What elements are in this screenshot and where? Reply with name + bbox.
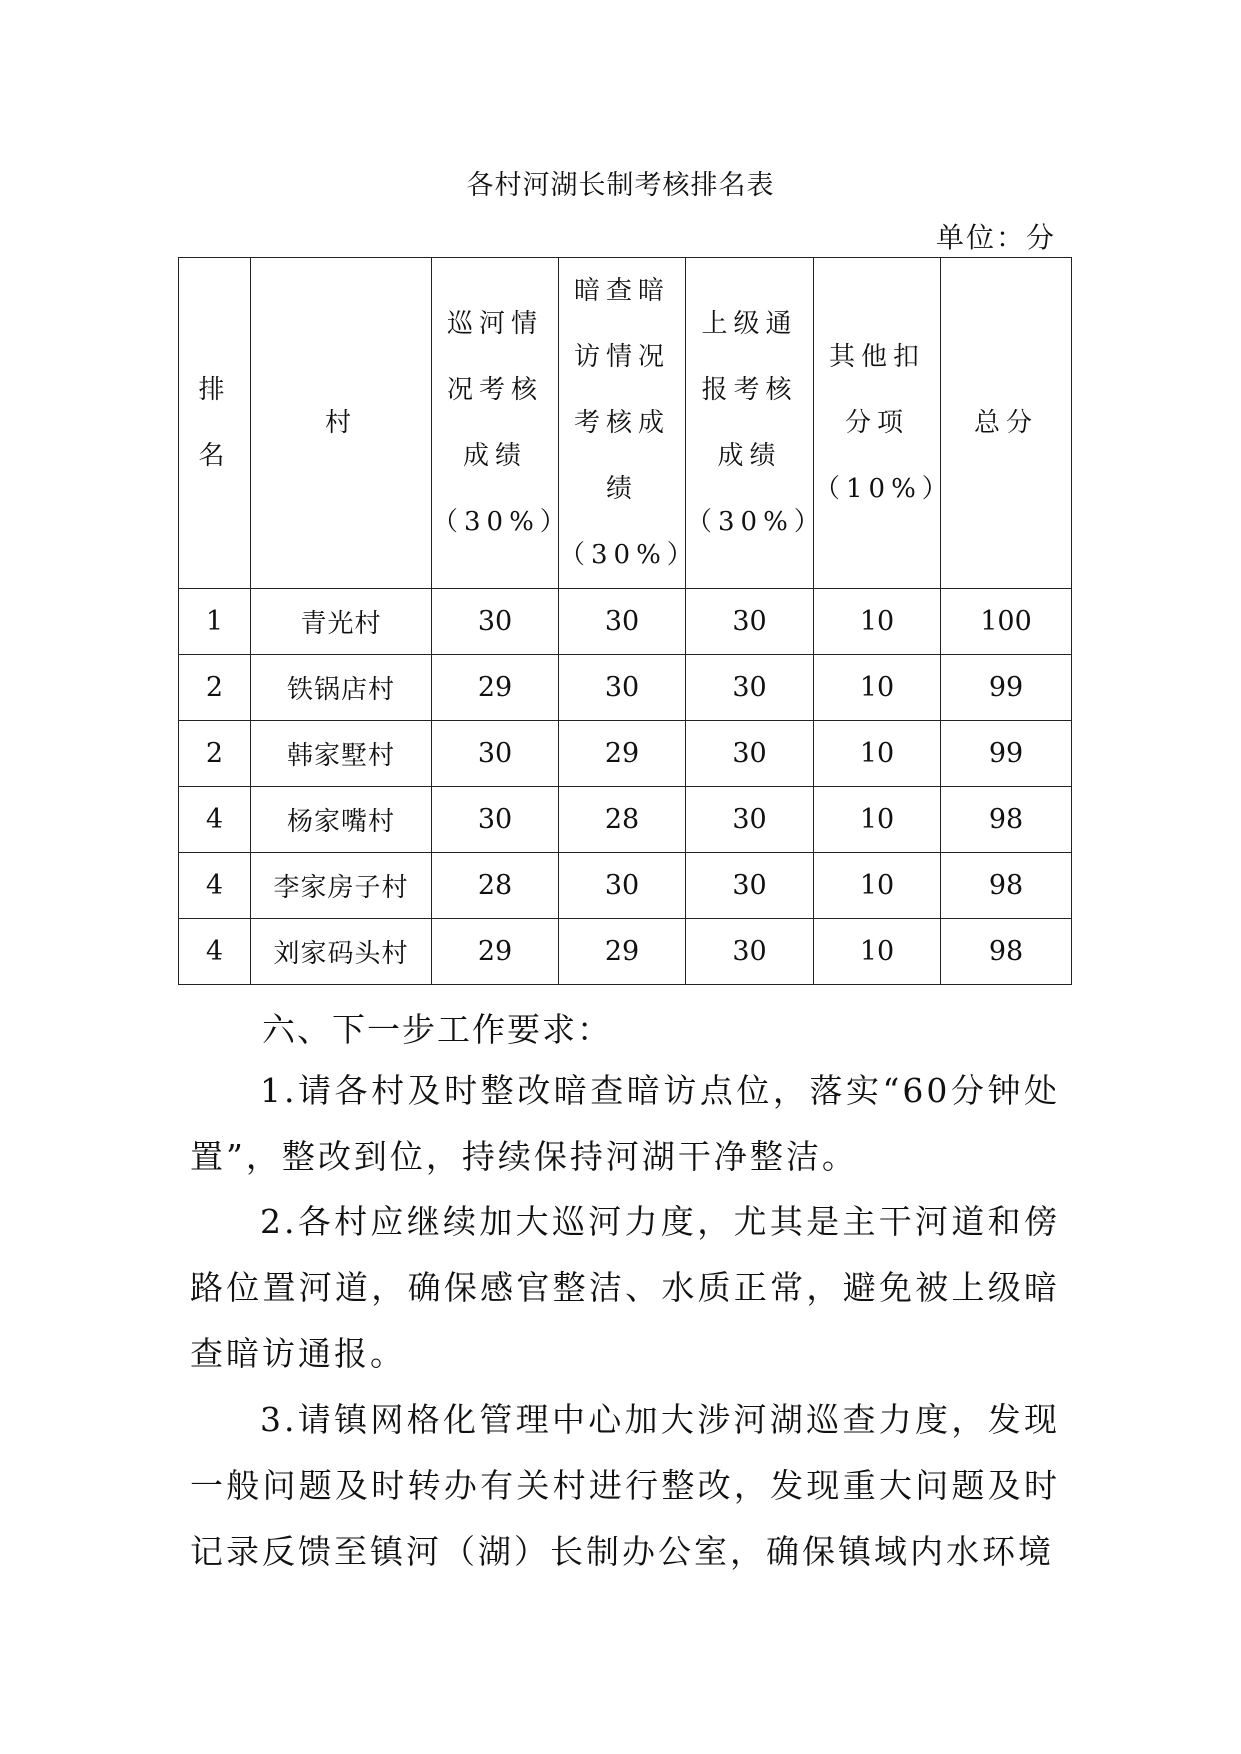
- village-cell: 铁锅店村: [251, 655, 432, 721]
- inspection-score-cell: 29: [559, 721, 686, 787]
- table-row: [179, 919, 1072, 985]
- unit-label: 单位：分: [935, 221, 1056, 254]
- table-title: 各村河湖长制考核排名表: [466, 170, 775, 201]
- patrol-score-cell: 29: [432, 655, 559, 721]
- requirement-paragraph-2: 2.各村应继续加大巡河力度，尤其是主干河道和傍路位置河道，确保感官整洁、水质正常，避免被上级暗查暗访通报。: [190, 1202, 1060, 1373]
- inspection-score-cell: 30: [559, 853, 686, 919]
- inspection-score-cell: 30: [559, 589, 686, 655]
- village-cell: 刘家码头村: [251, 919, 432, 985]
- header-village: 村: [251, 258, 432, 589]
- requirement-paragraph-3: 3.请镇网格化管理中心加大涉河湖巡查力度，发现一般问题及时转办有关村进行整改，发现重大问题及时记录反馈至镇河（湖）长制办公室，确保镇域内水环境: [190, 1400, 1060, 1571]
- total-score-cell: 99: [941, 721, 1072, 787]
- header-patrol-score: 巡河情 况考核 成绩 （30%）: [432, 258, 559, 589]
- village-cell: 韩家墅村: [251, 721, 432, 787]
- inspection-score-cell: 29: [559, 919, 686, 985]
- table-row: [179, 655, 1072, 721]
- inspection-score-cell: 30: [559, 655, 686, 721]
- notice-score-cell: 30: [686, 919, 814, 985]
- other-score-cell: 10: [814, 853, 941, 919]
- rank-cell: 2: [179, 655, 251, 721]
- patrol-score-cell: 29: [432, 919, 559, 985]
- village-cell: 杨家嘴村: [251, 787, 432, 853]
- patrol-score-cell: 28: [432, 853, 559, 919]
- patrol-score-cell: 30: [432, 589, 559, 655]
- rank-cell: 2: [179, 721, 251, 787]
- total-score-cell: 98: [941, 787, 1072, 853]
- table-header-row: [179, 258, 1072, 589]
- other-score-cell: 10: [814, 787, 941, 853]
- table-row: [179, 721, 1072, 787]
- header-other-deductions: 其他扣 分项 （10%）: [814, 258, 941, 589]
- total-score-cell: 98: [941, 919, 1072, 985]
- other-score-cell: 10: [814, 721, 941, 787]
- total-score-cell: 100: [941, 589, 1072, 655]
- other-score-cell: 10: [814, 589, 941, 655]
- table-row: [179, 853, 1072, 919]
- total-score-cell: 99: [941, 655, 1072, 721]
- total-score-cell: 98: [941, 853, 1072, 919]
- other-score-cell: 10: [814, 655, 941, 721]
- patrol-score-cell: 30: [432, 787, 559, 853]
- village-cell: 李家房子村: [251, 853, 432, 919]
- notice-score-cell: 30: [686, 853, 814, 919]
- requirement-paragraph-1: 1.请各村及时整改暗查暗访点位，落实“60分钟处置”，整改到位，持续保持河湖干净整洁。: [190, 1071, 1060, 1176]
- notice-score-cell: 30: [686, 787, 814, 853]
- header-total: 总分: [941, 258, 1072, 589]
- table-row: [179, 589, 1072, 655]
- section-heading: 六、下一步工作要求：: [262, 1010, 612, 1049]
- notice-score-cell: 30: [686, 721, 814, 787]
- inspection-score-cell: 28: [559, 787, 686, 853]
- header-inspection-score: 暗查暗 访情况 考核成 绩（30%）: [559, 258, 686, 589]
- notice-score-cell: 30: [686, 655, 814, 721]
- patrol-score-cell: 30: [432, 721, 559, 787]
- table-row: [179, 787, 1072, 853]
- village-cell: 青光村: [251, 589, 432, 655]
- notice-score-cell: 30: [686, 589, 814, 655]
- ranking-table: [178, 257, 1072, 985]
- other-score-cell: 10: [814, 919, 941, 985]
- header-rank: 排 名: [179, 258, 251, 589]
- header-notice-score: 上级通 报考核 成绩 （30%）: [686, 258, 814, 589]
- rank-cell: 4: [179, 787, 251, 853]
- rank-cell: 4: [179, 919, 251, 985]
- rank-cell: 4: [179, 853, 251, 919]
- rank-cell: 1: [179, 589, 251, 655]
